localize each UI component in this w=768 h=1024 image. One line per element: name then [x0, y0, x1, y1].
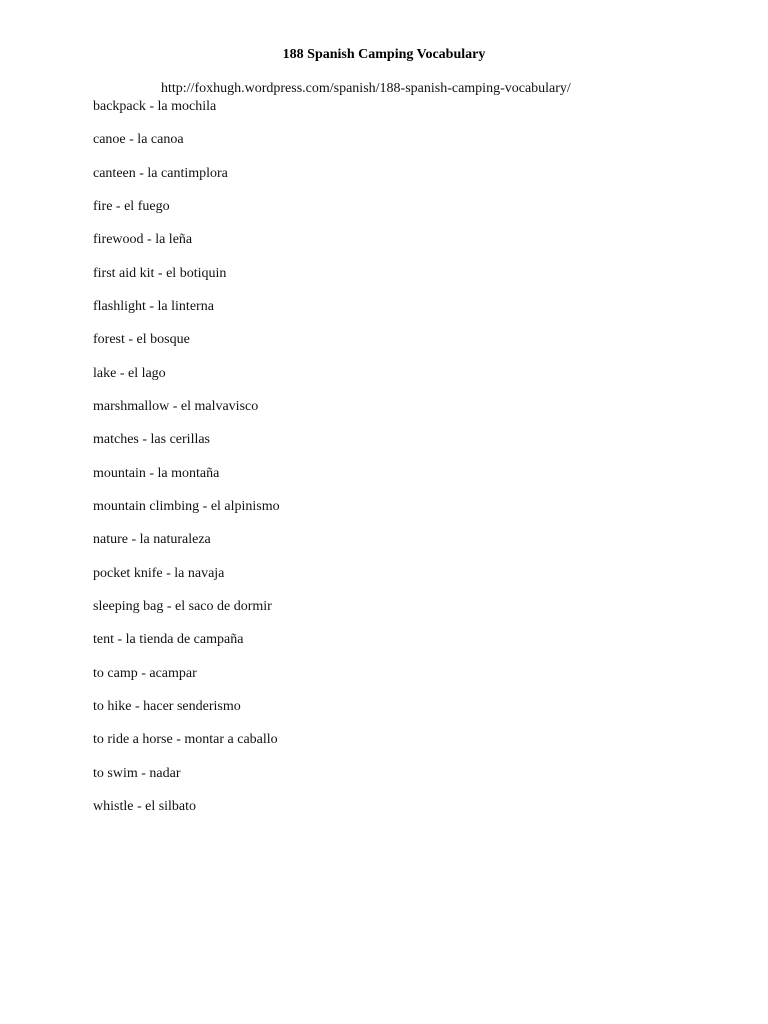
- vocab-entry: sleeping bag - el saco de dormir: [93, 598, 272, 614]
- source-url: http://foxhugh.wordpress.com/spanish/188-spanish-camping-vocabulary/: [161, 81, 571, 96]
- vocab-entry: canteen - la cantimplora: [93, 165, 228, 181]
- vocab-entry: tent - la tienda de campaña: [93, 632, 244, 648]
- vocab-entry: matches - las cerillas: [93, 432, 211, 448]
- vocab-entry: backpack - la mochila: [93, 99, 217, 114]
- vocab-entry: to ride a horse - montar a caballo: [93, 732, 278, 748]
- vocab-entry: flashlight - la linterna: [93, 298, 214, 314]
- vocab-entry: to camp - acampar: [93, 665, 197, 681]
- vocab-entry: nature - la naturaleza: [93, 532, 211, 548]
- vocab-entry: first aid kit - el botiquin: [93, 265, 227, 281]
- vocab-entry: firewood - la leña: [93, 232, 193, 248]
- vocab-entry: mountain - la montaña: [93, 465, 220, 481]
- vocab-entry: forest - el bosque: [93, 332, 190, 348]
- vocab-entry: lake - el lago: [93, 365, 166, 381]
- vocab-entry: fire - el fuego: [93, 198, 170, 214]
- vocab-entry: marshmallow - el malvavisco: [93, 398, 259, 414]
- vocab-entry: canoe - la canoa: [93, 132, 184, 148]
- vocabulary-list: [93, 98, 280, 831]
- vocab-entry: whistle - el silbato: [93, 798, 197, 814]
- vocab-entry: to hike - hacer senderismo: [93, 698, 241, 714]
- vocab-entry: mountain climbing - el alpinismo: [93, 498, 280, 514]
- vocab-entry: to swim - nadar: [93, 765, 181, 781]
- vocab-entry: pocket knife - la navaja: [93, 565, 225, 581]
- document-title: 188 Spanish Camping Vocabulary: [282, 47, 486, 62]
